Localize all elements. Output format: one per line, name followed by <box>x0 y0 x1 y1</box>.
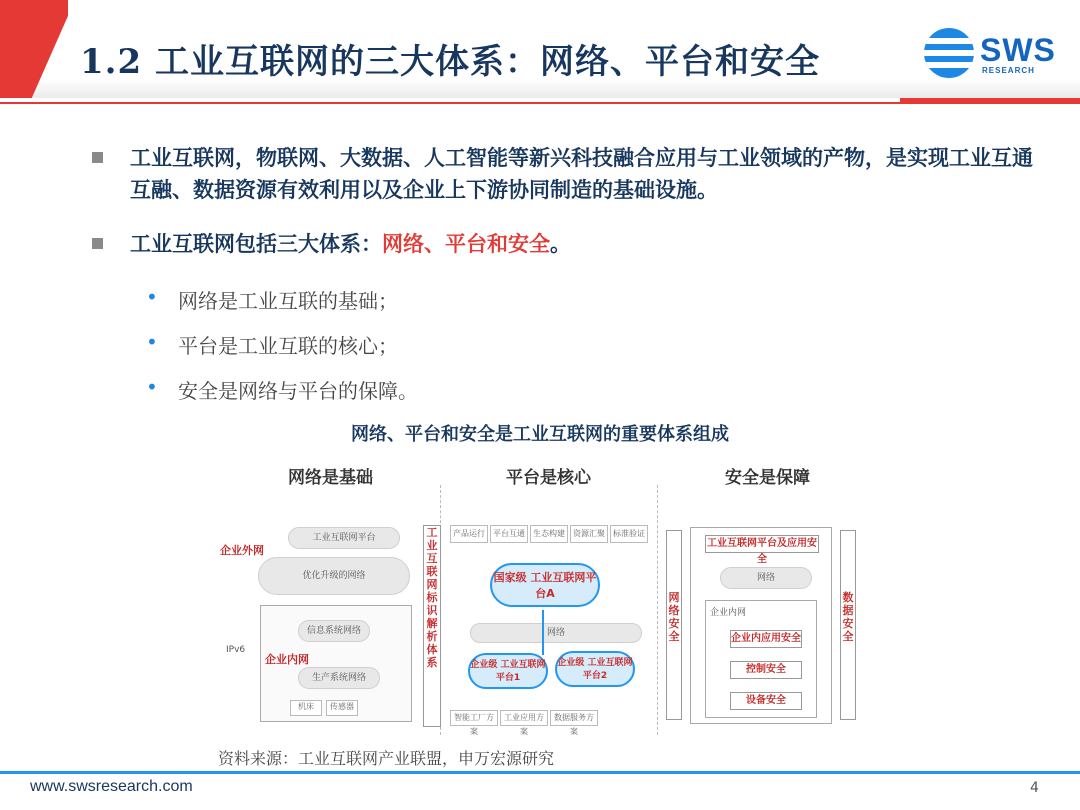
bullet-1-text: 工业互联网，物联网、大数据、人工智能等新兴科技融合应用与工业领域的产物，是实现工业互通互融、数据资源有效利用以及企业上下游协同制造的基础设施。 <box>130 146 1033 202</box>
platform-bottom-item: 工业应用方案 <box>500 710 548 726</box>
enterprise-platform-2-cloud: 企业级 工业互联网平台2 <box>555 651 635 687</box>
column-header-network: 网络是基础 <box>288 468 373 488</box>
dot-bullet-icon: • <box>146 375 158 399</box>
cloud-platform: 工业互联网平台 <box>288 527 400 549</box>
dot-bullet-icon: • <box>146 285 158 309</box>
platform-top-row <box>450 525 650 543</box>
bullet-1 <box>92 142 1052 208</box>
sws-logo <box>918 24 1058 84</box>
column-header-security: 安全是保障 <box>725 468 810 488</box>
bullet-2-prefix: 工业互联网包括三大体系： <box>130 232 382 256</box>
ipv6-label: IPv6 <box>226 645 246 655</box>
device-security-box: 设备安全 <box>730 692 802 710</box>
enterprise-app-security-box: 企业内应用安全 <box>730 630 802 648</box>
figure-title: 网络、平台和安全是工业互联网的重要体系组成 <box>351 424 729 445</box>
column-header-platform: 平台是核心 <box>506 468 591 488</box>
platform-top-item: 标准验证 <box>610 525 648 543</box>
inner-network-label: 企业内网 <box>265 653 309 666</box>
platform-top-item: 生态构建 <box>530 525 568 543</box>
bullet-2-suffix: 。 <box>550 232 571 256</box>
network-security-vertical: 网络安全 <box>666 530 682 720</box>
national-platform-cloud: 国家级 工业互联网平台A <box>490 563 600 607</box>
bullet-2-text <box>130 228 1050 260</box>
machine-box: 机床 <box>290 700 322 716</box>
header-underline <box>0 98 1080 106</box>
platform-bottom-row <box>450 710 650 736</box>
footer-divider <box>0 771 1080 774</box>
platform-top-item: 资源汇聚 <box>570 525 608 543</box>
logo-subtext: RESEARCH <box>982 66 1035 75</box>
divider <box>657 485 658 735</box>
sub-bullet-text: 网络是工业互联的基础； <box>178 289 398 313</box>
system-diagram <box>210 455 870 740</box>
dot-bullet-icon: • <box>146 330 158 354</box>
platform-bottom-item: 智能工厂方案 <box>450 710 498 726</box>
square-bullet-icon <box>92 152 103 163</box>
page-title: 1.2 工业互联网的三大体系：网络、平台和安全 <box>80 42 820 82</box>
logo-globe-icon <box>924 28 974 78</box>
bullet-2-highlight: 网络、平台和安全 <box>382 232 550 256</box>
platform-network-cloud: 网络 <box>470 623 642 643</box>
source-note: 资料来源：工业互联网产业联盟，申万宏源研究 <box>218 749 555 768</box>
outer-network-label: 企业外网 <box>220 544 264 557</box>
security-inner-label: 企业内网 <box>710 608 747 618</box>
enterprise-platform-1-cloud: 企业级 工业互联网平台1 <box>468 653 548 689</box>
platform-app-security-box: 工业互联网平台及应用安全 <box>705 535 819 553</box>
cloud-info-network: 信息系统网络 <box>298 620 370 642</box>
control-security-box: 控制安全 <box>730 661 802 679</box>
page-number: 4 <box>1030 780 1039 796</box>
footer-url[interactable]: www.swsresearch.com <box>30 778 193 795</box>
sensor-box: 传感器 <box>326 700 358 716</box>
cloud-production-network: 生产系统网络 <box>298 667 380 689</box>
cloud-optimized-network: 优化升级的网络 <box>258 557 410 595</box>
platform-connector-arrow <box>542 610 544 655</box>
bullet-2 <box>92 228 1052 262</box>
logo-text: SWS <box>980 32 1056 68</box>
sub-bullet-text: 安全是网络与平台的保障。 <box>178 379 418 403</box>
data-security-vertical: 数据安全 <box>840 530 856 720</box>
platform-top-item: 产品运行 <box>450 525 488 543</box>
square-bullet-icon <box>92 238 103 249</box>
platform-top-item: 平台互通 <box>490 525 528 543</box>
vertical-identifier-system: 工业互联网标识解析体系 <box>423 525 441 727</box>
sub-bullet-text: 平台是工业互联的核心； <box>178 334 398 358</box>
platform-bottom-item: 数据服务方案 <box>550 710 598 726</box>
security-network-cloud: 网络 <box>720 567 812 589</box>
